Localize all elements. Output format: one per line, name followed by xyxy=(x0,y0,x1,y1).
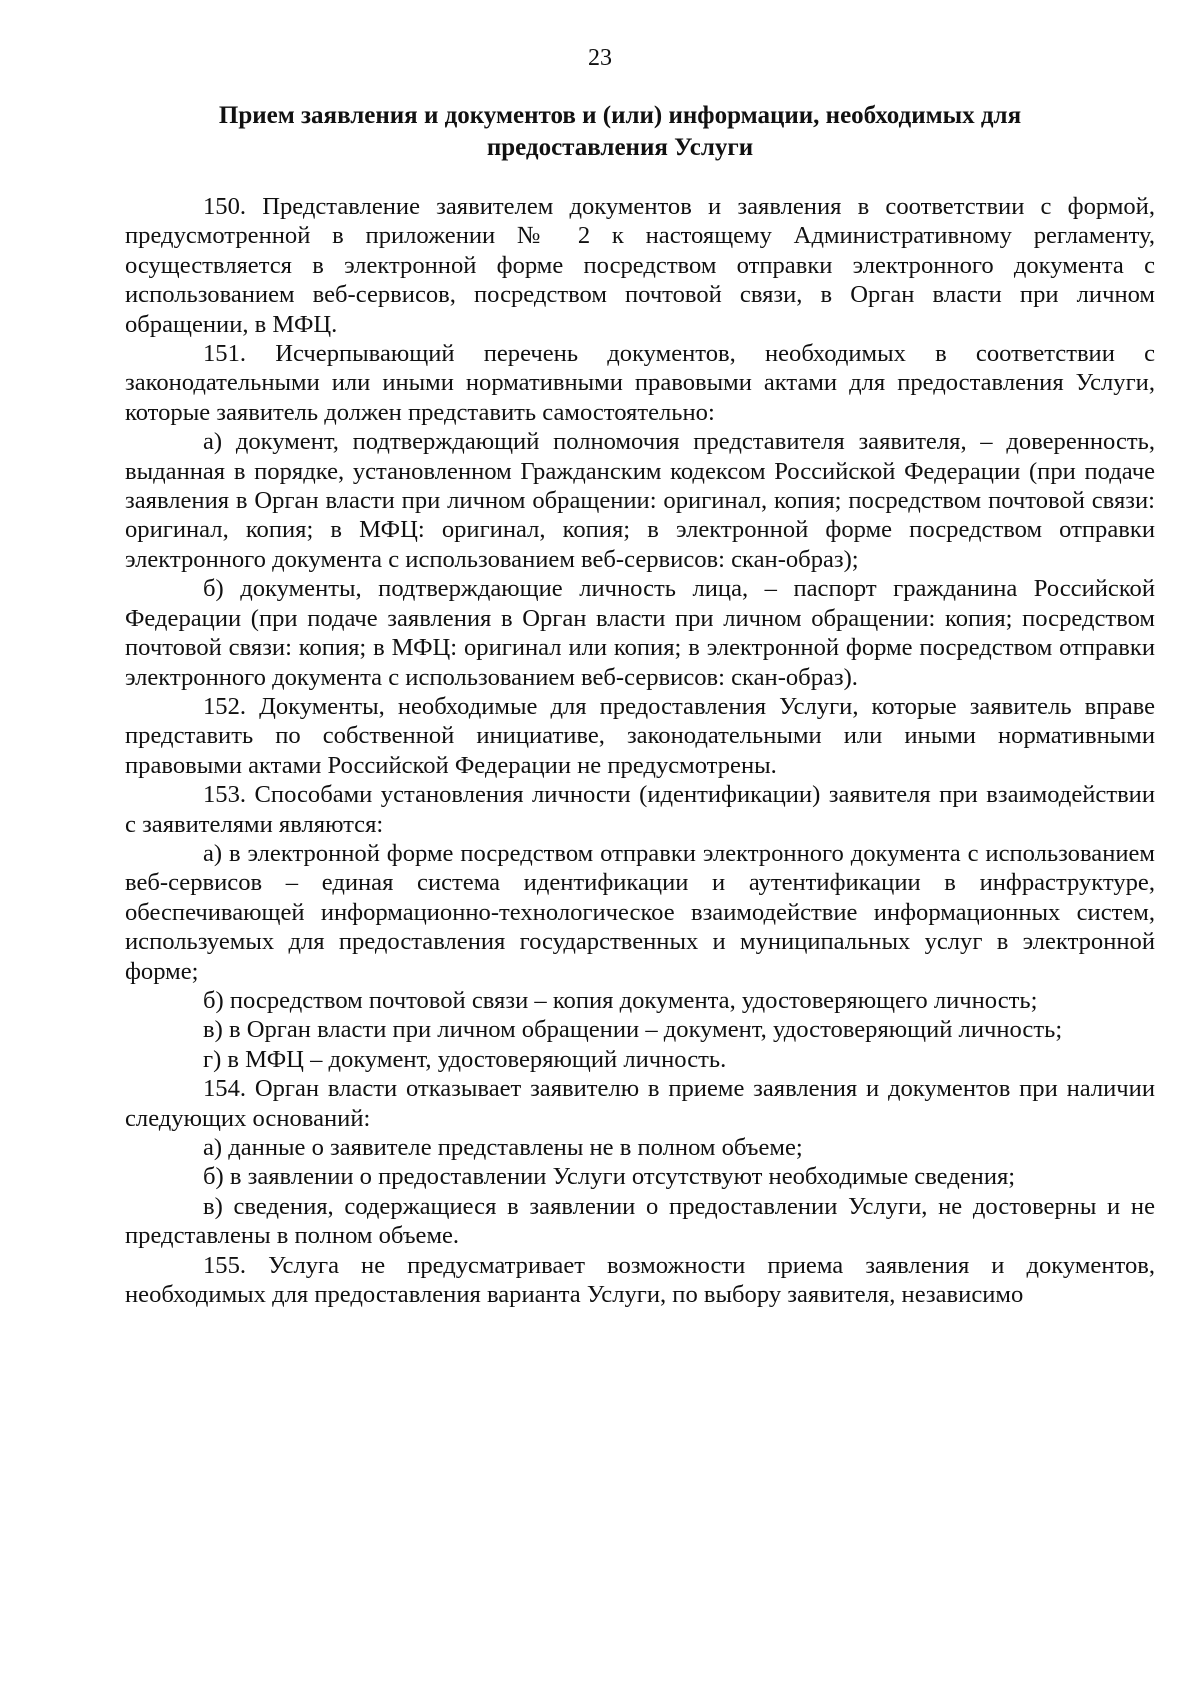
paragraph-151-b: б) документы, подтверждающие личность лица, – паспорт гражданина Российской Федерации (при подаче заявления в Орган власти при личном обращении: копия; посредством почтовой связи: копия; в МФЦ: оригинал или копия; в электронной форме посредством отправки электронного документа с использованием веб-сервисов: скан-образ). xyxy=(125,575,1155,691)
paragraph-153-b: б) посредством почтовой связи – копия документа, удостоверяющего личность; xyxy=(203,986,1038,1014)
paragraph-153-g: г) в МФЦ – документ, удостоверяющий личность. xyxy=(203,1045,727,1073)
paragraph-154-v: в) сведения, содержащиеся в заявлении о предоставлении Услуги, не достоверны и не представлены в полном объеме. xyxy=(125,1192,1155,1250)
paragraph-151: 151. Исчерпывающий перечень документов, необходимых в соответствии с законодательными или иными нормативными правовыми актами для предоставления Услуги, которые заявитель должен представить самостоятельно: xyxy=(125,340,1155,426)
document-body xyxy=(125,192,1155,1309)
paragraph-154: 154. Орган власти отказывает заявителю в приеме заявления и документов при наличии следующих оснований: xyxy=(125,1075,1155,1132)
paragraph-155: 155. Услуга не предусматривает возможности приема заявления и документов, необходимых для предоставления варианта Услуги, по выбору заявителя, независимо xyxy=(125,1251,1155,1309)
paragraph-151-a: а) документ, подтверждающий полномочия представителя заявителя, – доверенность, выданная в порядке, установленном Гражданским кодексом Российской Федерации (при подаче заявления в Орган власти при личном обращении: оригинал, копия; посредством почтовой связи: оригинал, копия; в МФЦ: оригинал, копия; в электронной форме посредством отправки электронного документа с использованием веб-сервисов: скан-образ); xyxy=(125,428,1155,573)
paragraph-154-b: б) в заявлении о предоставлении Услуги отсутствуют необходимые сведения; xyxy=(203,1163,1016,1191)
paragraph-153-v: в) в Орган власти при личном обращении – документ, удостоверяющий личность; xyxy=(203,1016,1063,1044)
paragraph-152: 152. Документы, необходимые для предоставления Услуги, которые заявитель вправе представить по собственной инициативе, законодательными или иными нормативными правовыми актами Российской Федерации не предусмотрены. xyxy=(125,692,1155,779)
paragraph-153: 153. Способами установления личности (идентификации) заявителя при взаимодействии с заявителями являются: xyxy=(125,781,1155,838)
paragraph-150: 150. Представление заявителем документов и заявления в соответствии с формой, предусмотренной в приложении № 2 к настоящему Административному регламенту, осуществляется в электронной форме посредством отправки электронного документа с использованием веб-сервисов, посредством почтовой связи, в Орган власти при личном обращении, в МФЦ. xyxy=(125,193,1155,338)
section-heading: Прием заявления и документов и (или) информации, необходимых для предоставления Услуги xyxy=(218,102,1022,161)
paragraph-154-a: а) данные о заявителе представлены не в полном объеме; xyxy=(203,1134,803,1161)
paragraph-153-a: а) в электронной форме посредством отправки электронного документа с использованием веб-сервисов – единая система идентификации и аутентификации в инфраструктуре, обеспечивающей информационно-технологическое взаимодействие информационных систем, используемых для предоставления государственных и муниципальных услуг в электронной форме; xyxy=(125,839,1155,985)
page-number: 23 xyxy=(588,45,612,71)
